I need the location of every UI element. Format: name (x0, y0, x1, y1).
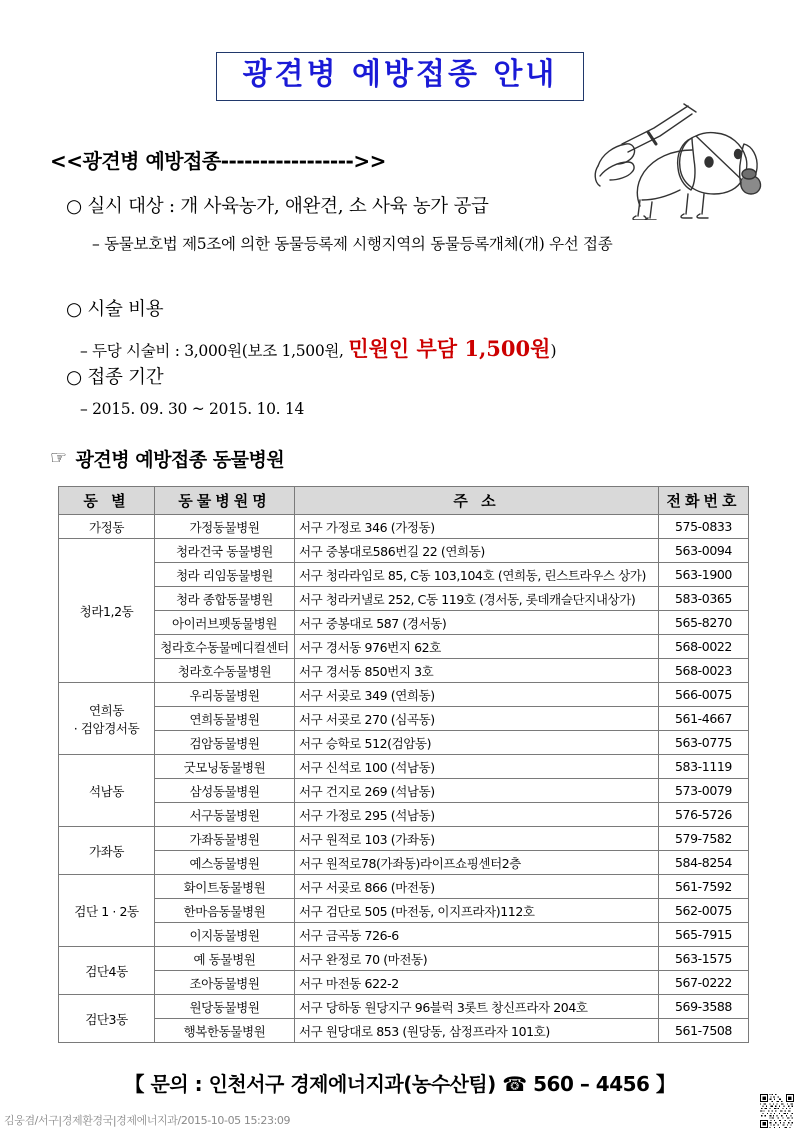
cell-phone: 568-0022 (659, 635, 749, 659)
cell-address: 서구 가정로 346 (가정동) (295, 515, 659, 539)
cost-emphasis: 민원인 부담 1,500원 (348, 336, 551, 361)
cell-address: 서구 서곶로 866 (마전동) (295, 875, 659, 899)
cell-phone: 579-7582 (659, 827, 749, 851)
cell-address: 서구 검단로 505 (마전동, 이지프라자)112호 (295, 899, 659, 923)
cell-dong: 검단 1 · 2동 (59, 875, 155, 947)
cell-phone: 573-0079 (659, 779, 749, 803)
cell-hospital-name: 가좌동물병원 (155, 827, 295, 851)
cell-dong: 검단4동 (59, 947, 155, 995)
cell-address: 서구 건지로 269 (석남동) (295, 779, 659, 803)
cell-address: 서구 경서동 850번지 3호 (295, 659, 659, 683)
table-body (59, 515, 749, 1043)
cell-hospital-name: 이지동물병원 (155, 923, 295, 947)
hospital-table (58, 486, 749, 1043)
cell-address: 서구 당하동 원당지구 96블럭 3롯트 창신프라자 204호 (295, 995, 659, 1019)
cell-phone: 575-0833 (659, 515, 749, 539)
cell-address: 서구 가정로 295 (석남동) (295, 803, 659, 827)
cell-hospital-name: 한마음동물병원 (155, 899, 295, 923)
cell-dong: 연희동 · 검암경서동 (59, 683, 155, 755)
cell-phone: 569-3588 (659, 995, 749, 1019)
col-header-dong: 동 별 (59, 487, 155, 515)
cell-phone: 568-0023 (659, 659, 749, 683)
hospital-section-heading (50, 445, 284, 472)
cell-dong: 가좌동 (59, 827, 155, 875)
cell-hospital-name: 청라 리임동물병원 (155, 563, 295, 587)
table-row (59, 731, 749, 755)
cell-address: 서구 원적로78(가좌동)라이프쇼핑센터2층 (295, 851, 659, 875)
col-header-phone: 전화번호 (659, 487, 749, 515)
cell-hospital-name: 삼성동물병원 (155, 779, 295, 803)
cell-hospital-name: 청라호수동물메디컬센터 (155, 635, 295, 659)
cell-address: 서구 승학로 512(검암동) (295, 731, 659, 755)
cell-phone: 563-0775 (659, 731, 749, 755)
table-row (59, 947, 749, 971)
table-row (59, 899, 749, 923)
cell-hospital-name: 원당동물병원 (155, 995, 295, 1019)
table-header (59, 487, 749, 515)
table-row (59, 779, 749, 803)
dog-vaccination-illustration (592, 92, 792, 220)
cell-hospital-name: 행복한동물병원 (155, 1019, 295, 1043)
table-row (59, 755, 749, 779)
cell-hospital-name: 예 동물병원 (155, 947, 295, 971)
cost-sub-prefix: – 두당 시술비 : 3,000원(보조 1,500원, (80, 342, 349, 360)
page-title-box (216, 52, 585, 101)
cell-address: 서구 원적로 103 (가좌동) (295, 827, 659, 851)
cell-hospital-name: 조아동물병원 (155, 971, 295, 995)
hospital-table-container (58, 486, 748, 1043)
cell-address: 서구 원당대로 853 (원당동, 삼정프라자 101호) (295, 1019, 659, 1043)
cell-phone: 583-1119 (659, 755, 749, 779)
cell-address: 서구 청라라임로 85, C동 103,104호 (연희동, 린스트라우스 상가) (295, 563, 659, 587)
cell-phone: 562-0075 (659, 899, 749, 923)
table-row (59, 923, 749, 947)
table-row (59, 875, 749, 899)
table-row (59, 995, 749, 1019)
target-sub-line: – 동물보호법 제5조에 의한 동물등록제 시행지역의 동물등록개체(개) 우선 접종 (92, 235, 613, 253)
cell-address: 서구 중봉대로 587 (경서동) (295, 611, 659, 635)
cell-phone: 567-0222 (659, 971, 749, 995)
cell-hospital-name: 아이러브펫동물병원 (155, 611, 295, 635)
cell-dong: 가정동 (59, 515, 155, 539)
notice-section-heading: <<광견병 예방접종----------------->> (50, 149, 386, 173)
cell-phone: 561-7508 (659, 1019, 749, 1043)
table-row (59, 851, 749, 875)
cell-address: 서구 서곶로 270 (심곡동) (295, 707, 659, 731)
table-row (59, 659, 749, 683)
cell-dong: 석남동 (59, 755, 155, 827)
cell-phone: 565-8270 (659, 611, 749, 635)
cell-dong: 검단3동 (59, 995, 155, 1043)
table-row (59, 1019, 749, 1043)
cell-phone: 576-5726 (659, 803, 749, 827)
cell-hospital-name: 청라 종합동물병원 (155, 587, 295, 611)
table-row (59, 683, 749, 707)
cell-phone: 561-4667 (659, 707, 749, 731)
cell-address: 서구 신석로 100 (석남동) (295, 755, 659, 779)
hospital-section-heading-label: 광견병 예방접종 동물병원 (75, 449, 285, 471)
target-line: ○ 실시 대상 : 개 사육농가, 애완견, 소 사육 농가 공급 (66, 196, 489, 217)
table-row (59, 971, 749, 995)
cell-hospital-name: 연희동물병원 (155, 707, 295, 731)
table-header-row (59, 487, 749, 515)
footer-contact: 【 문의 : 인천서구 경제에너지과(농수산팀) ☎ 560 – 4456 】 (124, 1072, 676, 1096)
table-row (59, 635, 749, 659)
table-row (59, 707, 749, 731)
cell-phone: 566-0075 (659, 683, 749, 707)
cell-hospital-name: 화이트동물병원 (155, 875, 295, 899)
cell-address: 서구 서곶로 349 (연희동) (295, 683, 659, 707)
table-row (59, 539, 749, 563)
table-row (59, 827, 749, 851)
cell-dong: 청라1,2동 (59, 539, 155, 683)
period-sub-line: – 2015. 09. 30 ~ 2015. 10. 14 (80, 400, 305, 418)
cell-phone: 563-0094 (659, 539, 749, 563)
cell-phone: 563-1575 (659, 947, 749, 971)
cell-hospital-name: 청라건국 동물병원 (155, 539, 295, 563)
cell-address: 서구 금곡동 726-6 (295, 923, 659, 947)
cell-hospital-name: 서구동물병원 (155, 803, 295, 827)
qr-code (760, 1094, 794, 1128)
cost-line: ○ 시술 비용 (66, 299, 164, 320)
cost-sub-line (80, 333, 556, 363)
cell-phone: 561-7592 (659, 875, 749, 899)
pointing-hand-icon: ☞ (50, 447, 67, 469)
cell-address: 서구 경서동 976번지 62호 (295, 635, 659, 659)
cell-hospital-name: 청라호수동물병원 (155, 659, 295, 683)
col-header-hospital-name: 동물병원명 (155, 487, 295, 515)
page-title: 광견병 예방접종 안내 (242, 57, 558, 92)
col-header-address: 주 소 (295, 487, 659, 515)
cell-phone: 565-7915 (659, 923, 749, 947)
cell-address: 서구 마전동 622-2 (295, 971, 659, 995)
cell-phone: 563-1900 (659, 563, 749, 587)
cell-hospital-name: 가정동물병원 (155, 515, 295, 539)
cell-address: 서구 청라커낼로 252, C동 119호 (경서동, 롯데캐슬단지내상가) (295, 587, 659, 611)
cell-address: 서구 중봉대로586번길 22 (연희동) (295, 539, 659, 563)
table-row (59, 611, 749, 635)
cell-address: 서구 완정로 70 (마전동) (295, 947, 659, 971)
table-row (59, 515, 749, 539)
cell-hospital-name: 예스동물병원 (155, 851, 295, 875)
cell-hospital-name: 우리동물병원 (155, 683, 295, 707)
table-row (59, 587, 749, 611)
document-metadata: 김웅겸/서구|경제환경국|경제에너지과/2015-10-05 15:23:09 (4, 1114, 291, 1127)
cost-sub-suffix: ) (550, 342, 557, 360)
period-line: ○ 접종 기간 (66, 367, 164, 388)
table-row (59, 563, 749, 587)
cell-phone: 583-0365 (659, 587, 749, 611)
cell-hospital-name: 검암동물병원 (155, 731, 295, 755)
cell-phone: 584-8254 (659, 851, 749, 875)
cell-hospital-name: 굿모닝동물병원 (155, 755, 295, 779)
table-row (59, 803, 749, 827)
